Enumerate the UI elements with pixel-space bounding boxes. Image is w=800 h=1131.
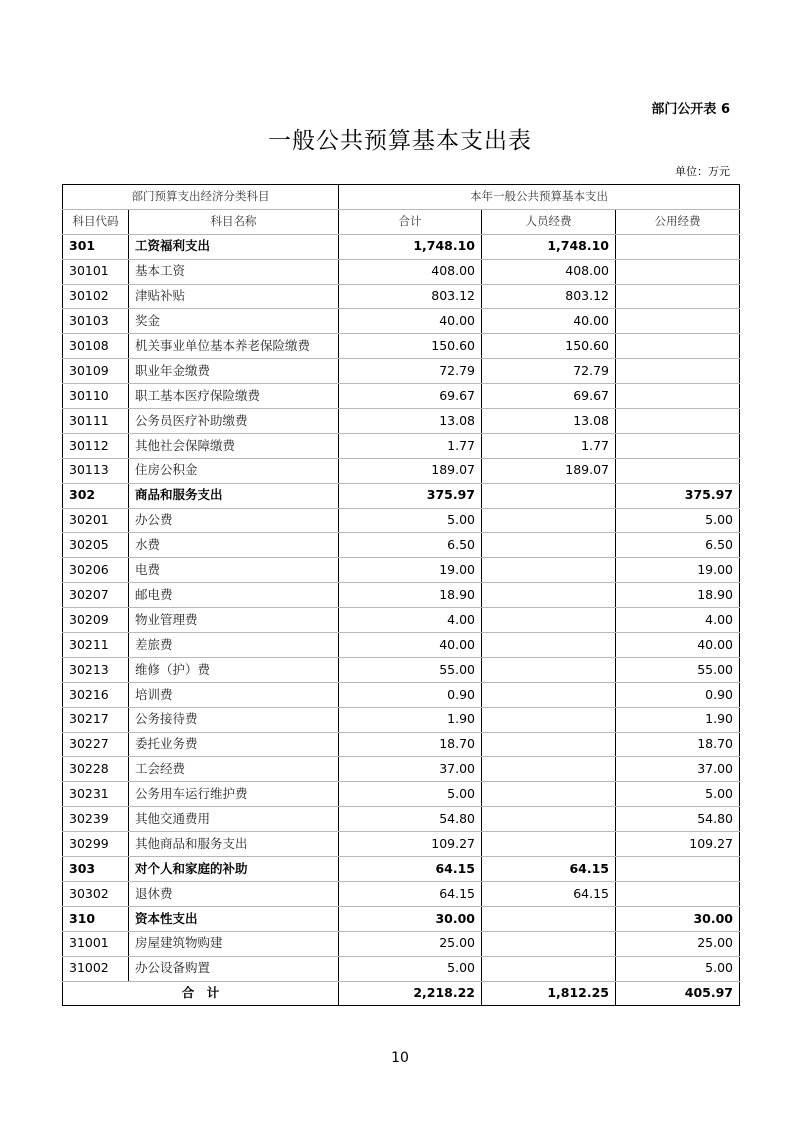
table-row xyxy=(63,881,740,906)
item-name: 津贴补贴 xyxy=(129,284,339,309)
table-row xyxy=(63,508,740,533)
item-personnel: 64.15 xyxy=(482,857,616,882)
item-public: 4.00 xyxy=(616,608,740,633)
table-row xyxy=(63,782,740,807)
item-name: 物业管理费 xyxy=(129,608,339,633)
item-public: 55.00 xyxy=(616,657,740,682)
item-code: 30206 xyxy=(63,558,129,583)
item-total: 5.00 xyxy=(339,782,482,807)
item-personnel: 72.79 xyxy=(482,359,616,384)
table-row xyxy=(63,757,740,782)
item-public xyxy=(616,458,740,483)
table-header-row-1 xyxy=(63,185,740,210)
item-name: 工资福利支出 xyxy=(129,234,339,259)
item-public xyxy=(616,409,740,434)
item-public xyxy=(616,359,740,384)
total-row xyxy=(63,981,740,1006)
item-name: 水费 xyxy=(129,533,339,558)
item-total: 5.00 xyxy=(339,508,482,533)
item-name: 培训费 xyxy=(129,682,339,707)
item-total: 69.67 xyxy=(339,384,482,409)
item-total: 18.70 xyxy=(339,732,482,757)
table-row xyxy=(63,682,740,707)
item-personnel: 69.67 xyxy=(482,384,616,409)
table-row xyxy=(63,409,740,434)
item-total: 30.00 xyxy=(339,906,482,931)
item-name: 其他社会保障缴费 xyxy=(129,433,339,458)
item-name: 奖金 xyxy=(129,309,339,334)
item-personnel xyxy=(482,608,616,633)
item-public: 18.90 xyxy=(616,583,740,608)
table-row xyxy=(63,931,740,956)
item-total: 13.08 xyxy=(339,409,482,434)
category-row xyxy=(63,857,740,882)
item-public xyxy=(616,309,740,334)
header-category: 部门预算支出经济分类科目 xyxy=(63,185,339,210)
item-name: 基本工资 xyxy=(129,259,339,284)
item-name: 办公设备购置 xyxy=(129,956,339,981)
item-total: 64.15 xyxy=(339,857,482,882)
item-total: 4.00 xyxy=(339,608,482,633)
item-name: 委托业务费 xyxy=(129,732,339,757)
category-row xyxy=(63,483,740,508)
sum-total: 2,218.22 xyxy=(339,981,482,1006)
item-name: 邮电费 xyxy=(129,583,339,608)
item-total: 408.00 xyxy=(339,259,482,284)
item-personnel xyxy=(482,583,616,608)
item-personnel: 13.08 xyxy=(482,409,616,434)
budget-table xyxy=(62,184,740,1006)
item-personnel: 189.07 xyxy=(482,458,616,483)
table-row xyxy=(63,832,740,857)
table-row xyxy=(63,707,740,732)
item-code: 30201 xyxy=(63,508,129,533)
item-personnel xyxy=(482,633,616,658)
item-code: 31001 xyxy=(63,931,129,956)
item-code: 30239 xyxy=(63,807,129,832)
sum-public: 405.97 xyxy=(616,981,740,1006)
item-total: 54.80 xyxy=(339,807,482,832)
item-public: 30.00 xyxy=(616,906,740,931)
table-row xyxy=(63,608,740,633)
item-personnel: 1,748.10 xyxy=(482,234,616,259)
item-public: 19.00 xyxy=(616,558,740,583)
item-code: 301 xyxy=(63,234,129,259)
item-public: 1.90 xyxy=(616,707,740,732)
item-code: 30211 xyxy=(63,633,129,658)
table-row xyxy=(63,433,740,458)
item-personnel: 40.00 xyxy=(482,309,616,334)
item-public: 5.00 xyxy=(616,782,740,807)
item-code: 30108 xyxy=(63,334,129,359)
item-code: 30209 xyxy=(63,608,129,633)
item-personnel xyxy=(482,483,616,508)
item-code: 30216 xyxy=(63,682,129,707)
table-row xyxy=(63,384,740,409)
item-personnel: 150.60 xyxy=(482,334,616,359)
table-header-row-2 xyxy=(63,209,740,234)
item-name: 其他交通费用 xyxy=(129,807,339,832)
item-code: 30227 xyxy=(63,732,129,757)
item-total: 150.60 xyxy=(339,334,482,359)
item-public xyxy=(616,259,740,284)
item-total: 37.00 xyxy=(339,757,482,782)
category-row xyxy=(63,906,740,931)
table-row xyxy=(63,732,740,757)
header-total: 合计 xyxy=(339,209,482,234)
unit-label: 单位：万元 xyxy=(675,165,730,178)
item-personnel xyxy=(482,931,616,956)
category-row xyxy=(63,234,740,259)
item-personnel xyxy=(482,558,616,583)
item-public: 6.50 xyxy=(616,533,740,558)
item-total: 40.00 xyxy=(339,633,482,658)
item-name: 办公费 xyxy=(129,508,339,533)
item-code: 30217 xyxy=(63,707,129,732)
item-personnel xyxy=(482,657,616,682)
table-row xyxy=(63,558,740,583)
item-code: 30110 xyxy=(63,384,129,409)
item-total: 64.15 xyxy=(339,881,482,906)
item-code: 30228 xyxy=(63,757,129,782)
item-personnel xyxy=(482,906,616,931)
item-name: 职工基本医疗保险缴费 xyxy=(129,384,339,409)
item-public: 109.27 xyxy=(616,832,740,857)
item-public: 18.70 xyxy=(616,732,740,757)
item-code: 30299 xyxy=(63,832,129,857)
item-public: 5.00 xyxy=(616,956,740,981)
item-personnel: 64.15 xyxy=(482,881,616,906)
item-total: 6.50 xyxy=(339,533,482,558)
item-code: 30109 xyxy=(63,359,129,384)
item-total: 18.90 xyxy=(339,583,482,608)
item-personnel xyxy=(482,682,616,707)
item-code: 30113 xyxy=(63,458,129,483)
item-name: 公务员医疗补助缴费 xyxy=(129,409,339,434)
item-personnel xyxy=(482,508,616,533)
header-code: 科目代码 xyxy=(63,209,129,234)
item-name: 其他商品和服务支出 xyxy=(129,832,339,857)
item-public: 375.97 xyxy=(616,483,740,508)
item-public xyxy=(616,234,740,259)
header-name: 科目名称 xyxy=(129,209,339,234)
table-row xyxy=(63,309,740,334)
header-expenditure: 本年一般公共预算基本支出 xyxy=(339,185,740,210)
item-public xyxy=(616,433,740,458)
item-total: 0.90 xyxy=(339,682,482,707)
item-code: 30205 xyxy=(63,533,129,558)
item-personnel xyxy=(482,832,616,857)
item-total: 72.79 xyxy=(339,359,482,384)
item-code: 30111 xyxy=(63,409,129,434)
item-personnel xyxy=(482,533,616,558)
item-total: 25.00 xyxy=(339,931,482,956)
item-name: 机关事业单位基本养老保险缴费 xyxy=(129,334,339,359)
item-code: 30302 xyxy=(63,881,129,906)
item-personnel: 1.77 xyxy=(482,433,616,458)
item-personnel xyxy=(482,807,616,832)
table-row xyxy=(63,956,740,981)
table-row xyxy=(63,533,740,558)
item-code: 30103 xyxy=(63,309,129,334)
item-public: 25.00 xyxy=(616,931,740,956)
item-name: 公务接待费 xyxy=(129,707,339,732)
item-total: 19.00 xyxy=(339,558,482,583)
item-name: 对个人和家庭的补助 xyxy=(129,857,339,882)
item-personnel xyxy=(482,956,616,981)
item-name: 工会经费 xyxy=(129,757,339,782)
table-row xyxy=(63,259,740,284)
table-row xyxy=(63,633,740,658)
item-code: 30231 xyxy=(63,782,129,807)
item-code: 30213 xyxy=(63,657,129,682)
item-public xyxy=(616,334,740,359)
item-name: 商品和服务支出 xyxy=(129,483,339,508)
item-public xyxy=(616,881,740,906)
item-personnel xyxy=(482,757,616,782)
item-public: 54.80 xyxy=(616,807,740,832)
item-name: 资本性支出 xyxy=(129,906,339,931)
item-total: 375.97 xyxy=(339,483,482,508)
sum-personnel: 1,812.25 xyxy=(482,981,616,1006)
item-public: 37.00 xyxy=(616,757,740,782)
item-total: 109.27 xyxy=(339,832,482,857)
item-code: 30101 xyxy=(63,259,129,284)
item-name: 房屋建筑物购建 xyxy=(129,931,339,956)
item-total: 5.00 xyxy=(339,956,482,981)
item-total: 803.12 xyxy=(339,284,482,309)
item-public: 5.00 xyxy=(616,508,740,533)
table-row xyxy=(63,359,740,384)
table-row xyxy=(63,807,740,832)
header-public: 公用经费 xyxy=(616,209,740,234)
item-code: 30207 xyxy=(63,583,129,608)
item-total: 40.00 xyxy=(339,309,482,334)
item-public xyxy=(616,857,740,882)
table-number-label: 部门公开表 6 xyxy=(651,102,730,117)
item-code: 310 xyxy=(63,906,129,931)
item-total: 189.07 xyxy=(339,458,482,483)
item-personnel: 803.12 xyxy=(482,284,616,309)
header-personnel: 人员经费 xyxy=(482,209,616,234)
item-code: 31002 xyxy=(63,956,129,981)
item-total: 1.77 xyxy=(339,433,482,458)
item-total: 1.90 xyxy=(339,707,482,732)
item-name: 电费 xyxy=(129,558,339,583)
item-public: 40.00 xyxy=(616,633,740,658)
item-name: 职业年金缴费 xyxy=(129,359,339,384)
table-row xyxy=(63,284,740,309)
page-number: 10 xyxy=(391,1050,409,1066)
item-personnel xyxy=(482,707,616,732)
item-code: 30112 xyxy=(63,433,129,458)
table-row xyxy=(63,583,740,608)
table-row xyxy=(63,334,740,359)
item-name: 差旅费 xyxy=(129,633,339,658)
item-name: 公务用车运行维护费 xyxy=(129,782,339,807)
item-public xyxy=(616,384,740,409)
item-code: 303 xyxy=(63,857,129,882)
item-personnel: 408.00 xyxy=(482,259,616,284)
item-public: 0.90 xyxy=(616,682,740,707)
item-total: 1,748.10 xyxy=(339,234,482,259)
item-code: 302 xyxy=(63,483,129,508)
item-total: 55.00 xyxy=(339,657,482,682)
item-name: 维修（护）费 xyxy=(129,657,339,682)
table-row xyxy=(63,657,740,682)
item-public xyxy=(616,284,740,309)
total-label: 合 计 xyxy=(63,981,339,1006)
table-row xyxy=(63,458,740,483)
item-personnel xyxy=(482,732,616,757)
document-title: 一般公共预算基本支出表 xyxy=(268,128,532,154)
item-name: 退休费 xyxy=(129,881,339,906)
item-name: 住房公积金 xyxy=(129,458,339,483)
item-code: 30102 xyxy=(63,284,129,309)
item-personnel xyxy=(482,782,616,807)
